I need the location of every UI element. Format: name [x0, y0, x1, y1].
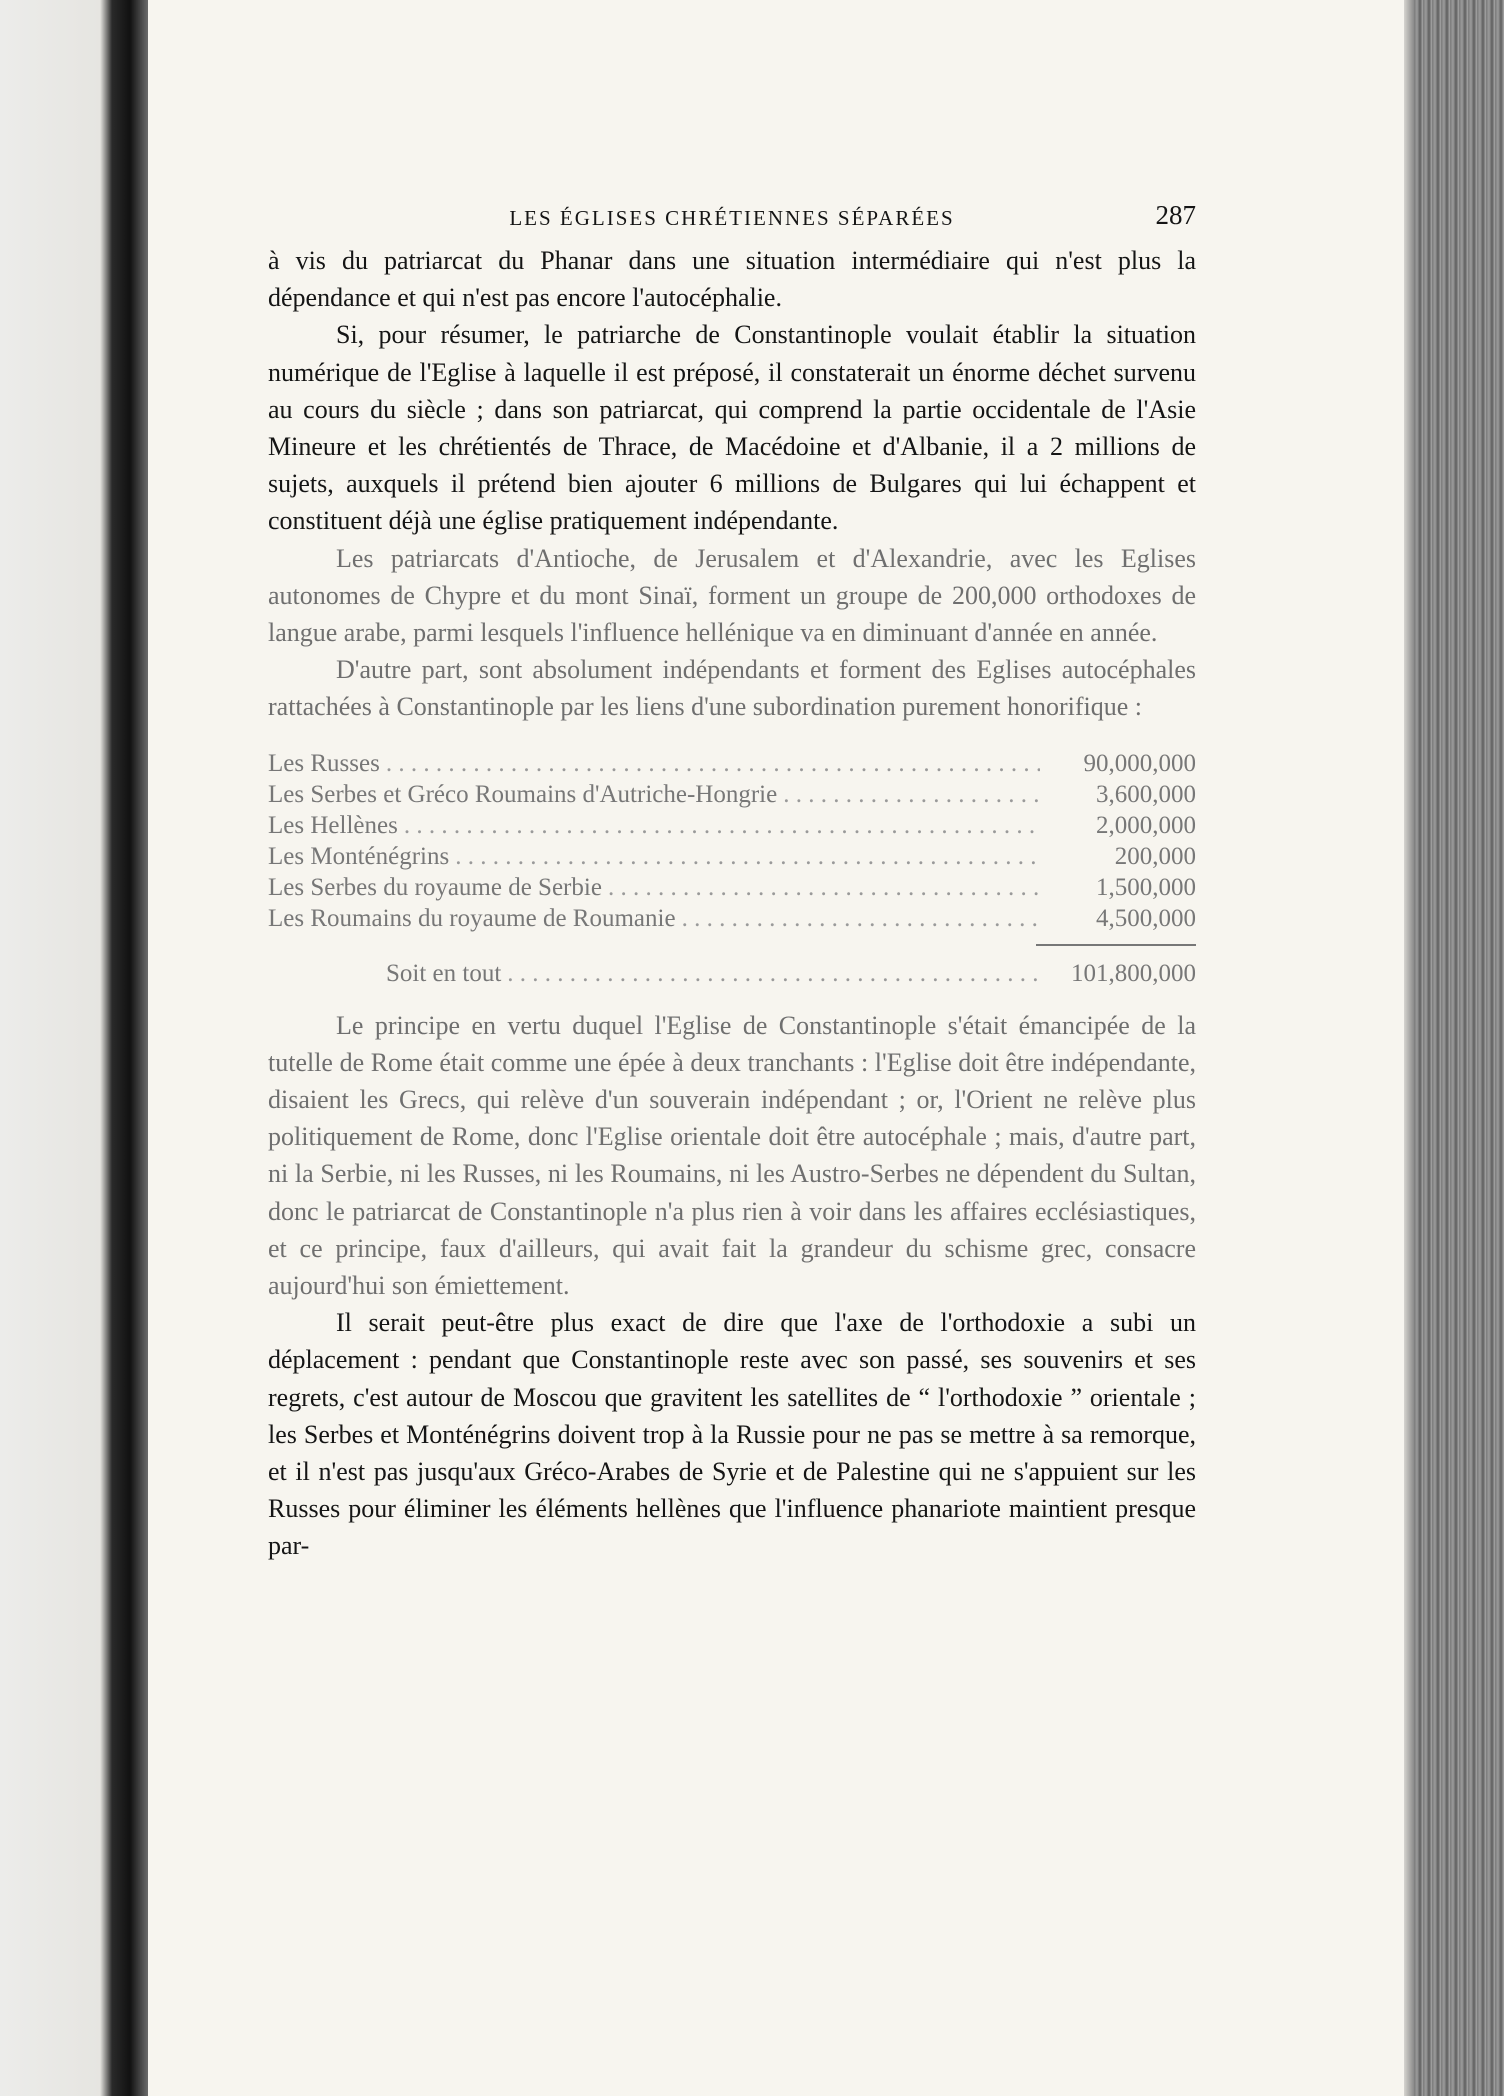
- total-rule: [1036, 944, 1196, 946]
- table-row: [268, 748, 1196, 779]
- row-value: 1,500,000: [1096, 873, 1196, 901]
- paragraph-6: Il serait peut-être plus exact de dire que l'axe de l'orthodoxie a subi un déplacement : pendant que Constantinople reste avec son passé, ses souvenirs et ses regrets, c'est autour de Moscou que gravitent les satellites de “ l'orthodoxie ” orientale ; les Serbes et Monténégrins doivent trop à la Russie pour ne pas se mettre à sa remorque, et il n'est pas jusqu'aux Gréco-Arabes de Syrie et de Palestine qui ne s'appuient sur les Russes pour éliminer les éléments hellènes que l'influence phanariote maintient presque par-: [268, 1308, 1196, 1561]
- table-row: [268, 841, 1196, 872]
- row-label: Les Serbes du royaume de Serbie: [268, 873, 602, 901]
- paragraph-2: Si, pour résumer, le patriarche de Constantinople voulait établir la situation numérique de l'Eglise à laquelle il est préposé, il constaterait un énorme déchet survenu au cours du siècle ; dans son patriarcat, qui comprend la partie occidentale de l'Asie Mineure et les chrétientés de Thrace, de Macédoine et d'Albanie, il a 2 millions de sujets, auxquels il prétend bien ajouter 6 millions de Bulgares qui lui échappent et constituent déjà une église pratiquement indépendante.: [268, 320, 1196, 536]
- paragraph-5: Le principe en vertu duquel l'Eglise de Constantinople s'était émancipée de la tutelle de Rome était comme une épée à deux tranchants : l'Eglise doit être indépendante, disaient les Grecs, qui relève d'un souverain indépendant ; or, l'Orient ne relève plus politiquement de Rome, donc l'Eglise orientale doit être autocéphale ; mais, d'autre part, ni la Serbie, ni les Russes, ni les Roumains, ni les Austro-Serbes ne dépendent du Sultan, donc le patriarcat de Constantinople n'a plus rien à voir dans les affaires ecclésiastiques, et ce principe, faux d'ailleurs, qui avait fait la grandeur du schisme grec, consacre aujourd'hui son émiettement.: [268, 1010, 1196, 1301]
- row-label: Les Russes: [268, 749, 380, 777]
- table-row: [268, 872, 1196, 903]
- binding-shadow-left: [0, 0, 148, 2096]
- table-row: [268, 779, 1196, 810]
- row-value: 4,500,000: [1096, 904, 1196, 932]
- row-label: Les Monténégrins: [268, 842, 450, 870]
- row-label: Les Hellènes: [268, 811, 398, 839]
- dot-leader: [783, 779, 1040, 810]
- row-value: 2,000,000: [1096, 811, 1196, 839]
- population-table: [268, 748, 1196, 989]
- row-label: Les Serbes et Gréco Roumains d'Autriche-Hongrie: [268, 780, 778, 808]
- dot-leader: [455, 841, 1040, 872]
- row-value: 200,000: [1114, 842, 1196, 870]
- dot-leader: [608, 872, 1040, 903]
- running-head: [268, 196, 1196, 242]
- total-row: [268, 958, 1196, 989]
- dot-leader: [404, 810, 1040, 841]
- page-edges-right: [1414, 0, 1504, 2096]
- row-value: 3,600,000: [1096, 780, 1196, 808]
- running-title: LES ÉGLISES CHRÉTIENNES SÉPARÉES: [509, 206, 955, 230]
- table-row: [268, 903, 1196, 934]
- page-number: 287: [1155, 200, 1196, 230]
- dot-leader: [386, 748, 1040, 779]
- total-value: 101,800,000: [1071, 959, 1196, 987]
- row-label: Les Roumains du royaume de Roumanie: [268, 904, 676, 932]
- table-row: [268, 810, 1196, 841]
- dot-leader: [507, 958, 1040, 989]
- paragraph-1: à vis du patriarcat du Phanar dans une situation intermédiaire qui n'est plus la dépendance et qui n'est pas encore l'autocéphalie.: [268, 246, 1196, 313]
- row-value: 90,000,000: [1083, 749, 1196, 777]
- total-label: Soit en tout: [386, 959, 502, 987]
- paragraph-4: D'autre part, sont absolument indépendants et forment des Eglises autocéphales rattachées à Constantinople par les liens d'une subordination purement honorifique :: [268, 655, 1196, 722]
- book-page: [268, 196, 1196, 1565]
- paragraph-3: Les patriarcats d'Antioche, de Jerusalem et d'Alexandrie, avec les Eglises autonomes de Chypre et du mont Sinaï, forment un groupe de 200,000 orthodoxes de langue arabe, parmi lesquels l'influence hellénique va en diminuant d'année en année.: [268, 543, 1196, 648]
- dot-leader: [682, 903, 1040, 934]
